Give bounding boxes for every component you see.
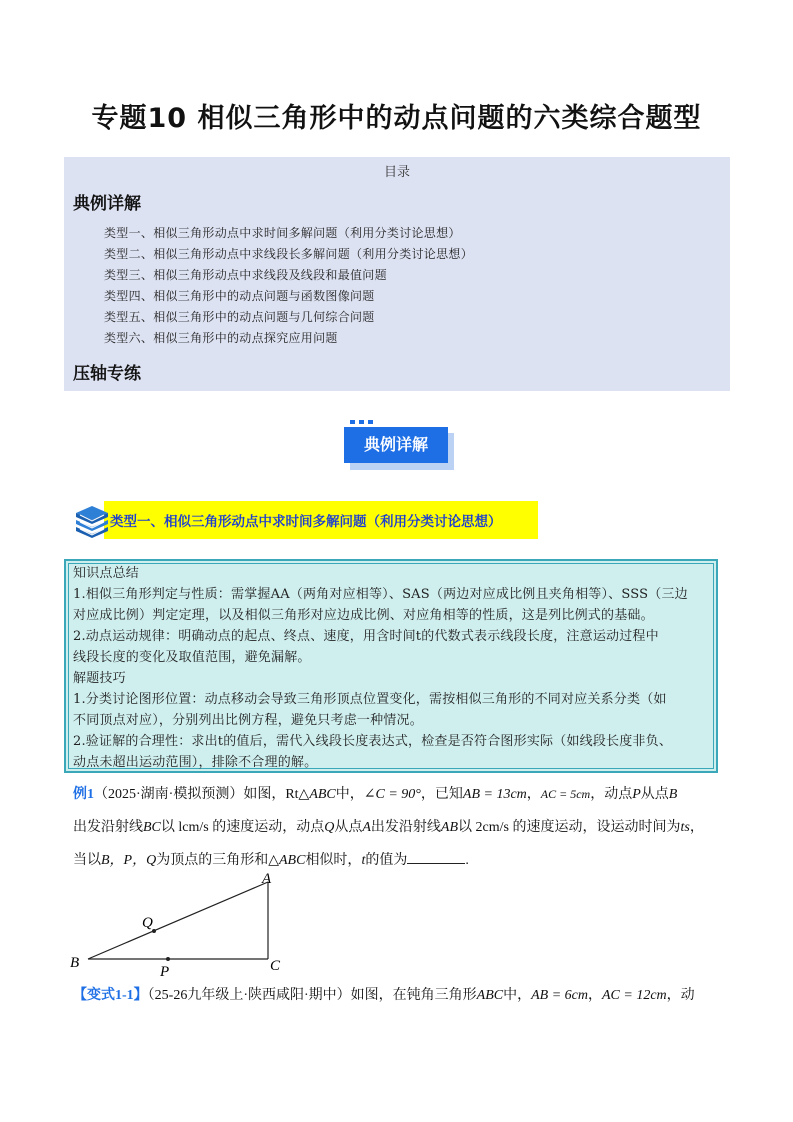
example-source: （2025·湖南·模拟预测） bbox=[94, 787, 244, 802]
example-text: 从点 bbox=[334, 820, 363, 835]
knowledge-line: 1.分类讨论图形位置：动点移动会导致三角形顶点位置变化，需按相似三角形的不同对应关系分类（如 bbox=[73, 692, 667, 707]
example-math: BC bbox=[143, 820, 161, 835]
variant-text: ，动 bbox=[666, 988, 695, 1003]
example-text: . bbox=[465, 853, 469, 868]
example-text: ， bbox=[526, 787, 541, 802]
example-text: Rt△ bbox=[285, 787, 310, 802]
example-text: 如图， bbox=[243, 787, 286, 802]
knowledge-line: 2.验证解的合理性：求出t的值后，需代入线段长度表达式，检查是否符合图形实际（如线段长度非负、 bbox=[73, 734, 673, 749]
variant-label: 【变式1-1】 bbox=[73, 988, 148, 1003]
toc-item-4[interactable]: 类型四、相似三角形中的动点问题与函数图像问题 bbox=[104, 289, 375, 303]
example-math: AB bbox=[440, 820, 459, 835]
example-math: B，P，Q bbox=[101, 853, 157, 868]
toc-item-5[interactable]: 类型五、相似三角形中的动点问题与几何综合问题 bbox=[104, 310, 375, 324]
example-text: ，已知 bbox=[420, 787, 463, 802]
example-math: Q bbox=[324, 820, 335, 835]
label-c: C bbox=[270, 958, 281, 974]
example-math: ts bbox=[680, 820, 690, 835]
variant-text: 中， bbox=[503, 988, 532, 1003]
knowledge-line: 动点未超出运动范围），排除不合理的解。 bbox=[73, 755, 318, 770]
segment-ab bbox=[88, 882, 268, 959]
toc-item-6[interactable]: 类型六、相似三角形中的动点探究应用问题 bbox=[104, 331, 338, 345]
variant-math: ABC bbox=[476, 988, 504, 1003]
answer-blank[interactable] bbox=[407, 849, 465, 864]
toc-section-examples[interactable]: 典例详解 bbox=[73, 194, 141, 214]
type1-heading: 类型一、相似三角形动点中求时间多解问题（利用分类讨论思想） bbox=[110, 514, 502, 530]
variant-line1 bbox=[73, 984, 695, 1004]
variant-text: 如图，在钝角三角形 bbox=[350, 988, 477, 1003]
label-q: Q bbox=[142, 915, 153, 931]
knowledge-line: 知识点总结 bbox=[73, 566, 140, 581]
section-banner: 典例详解 bbox=[344, 427, 448, 463]
example-text: ， bbox=[689, 820, 704, 835]
knowledge-line: 解题技巧 bbox=[73, 671, 126, 686]
variant-math: AB = 6cm bbox=[531, 988, 588, 1003]
example-math: P bbox=[632, 787, 641, 802]
example1-line2 bbox=[73, 816, 704, 836]
example-text: 出发沿射线 bbox=[370, 820, 441, 835]
variant-text: ， bbox=[588, 988, 602, 1003]
example-text: 以 lcm/s 的速度运动，动点 bbox=[160, 820, 325, 835]
knowledge-line: 2.动点运动规律：明确动点的起点、终点、速度，用含时间t的代数式表示线段长度，注意运动过程中 bbox=[73, 629, 659, 644]
example-label: 例1 bbox=[73, 787, 94, 802]
example-math: B bbox=[668, 787, 678, 802]
example-text: 为顶点的三角形和 bbox=[156, 853, 269, 868]
example-text: 的值为 bbox=[365, 853, 408, 868]
example-text: 出发沿射线 bbox=[73, 820, 143, 835]
toc-item-2[interactable]: 类型二、相似三角形动点中求线段长多解问题（利用分类讨论思想） bbox=[104, 247, 474, 261]
toc-section-exercises[interactable]: 压轴专练 bbox=[73, 364, 141, 384]
table-of-contents bbox=[64, 157, 730, 391]
example-text: 中， bbox=[335, 787, 364, 802]
label-p: P bbox=[160, 964, 170, 978]
example-math: △ABC bbox=[268, 853, 306, 868]
books-icon bbox=[72, 500, 112, 540]
example-text: 当以 bbox=[73, 853, 101, 868]
example-math: t bbox=[361, 853, 366, 868]
label-b: B bbox=[70, 955, 80, 971]
knowledge-line: 对应成比例）判定定理，以及相似三角形对应边成比例、对应角相等的性质，这是列比例式的基础。 bbox=[73, 608, 654, 623]
toc-item-1[interactable]: 类型一、相似三角形动点中求时间多解问题（利用分类讨论思想） bbox=[104, 226, 461, 240]
knowledge-line: 线段长度的变化及取值范围，避免漏解。 bbox=[73, 650, 311, 665]
example1-line1 bbox=[73, 783, 677, 803]
page-title: 专题10 相似三角形中的动点问题的六类综合题型 bbox=[91, 103, 702, 134]
example-text: 相似时， bbox=[305, 853, 362, 868]
toc-item-3[interactable]: 类型三、相似三角形动点中求线段及线段和最值问题 bbox=[104, 268, 387, 282]
variant-source: （25-26九年级上·陕西咸阳·期中） bbox=[147, 988, 351, 1003]
banner-dots-icon bbox=[350, 420, 380, 426]
knowledge-line: 1.相似三角形判定与性质：需掌握AA（两角对应相等）、SAS（两边对应成比例且夹角相等）、SSS（三边 bbox=[73, 587, 688, 602]
example-math: AB = 13cm bbox=[462, 787, 527, 802]
example-math: ABC bbox=[309, 787, 336, 802]
toc-heading: 目录 bbox=[383, 165, 410, 180]
example-math: ∠C = 90° bbox=[363, 787, 421, 802]
triangle-figure bbox=[66, 866, 296, 978]
variant-math: AC = 12cm bbox=[602, 988, 667, 1003]
knowledge-line: 不同顶点对应），分别列出比例方程，避免只考虑一种情况。 bbox=[73, 713, 423, 728]
example-text: 以 2cm/s 的速度运动，设运动时间为 bbox=[458, 820, 681, 835]
example-math: A bbox=[362, 820, 371, 835]
example-text: 从点 bbox=[640, 787, 669, 802]
example-text: ，动点 bbox=[590, 787, 633, 802]
point-p bbox=[166, 957, 170, 961]
example-math: AC = 5cm bbox=[540, 787, 591, 801]
label-a: A bbox=[262, 871, 272, 887]
